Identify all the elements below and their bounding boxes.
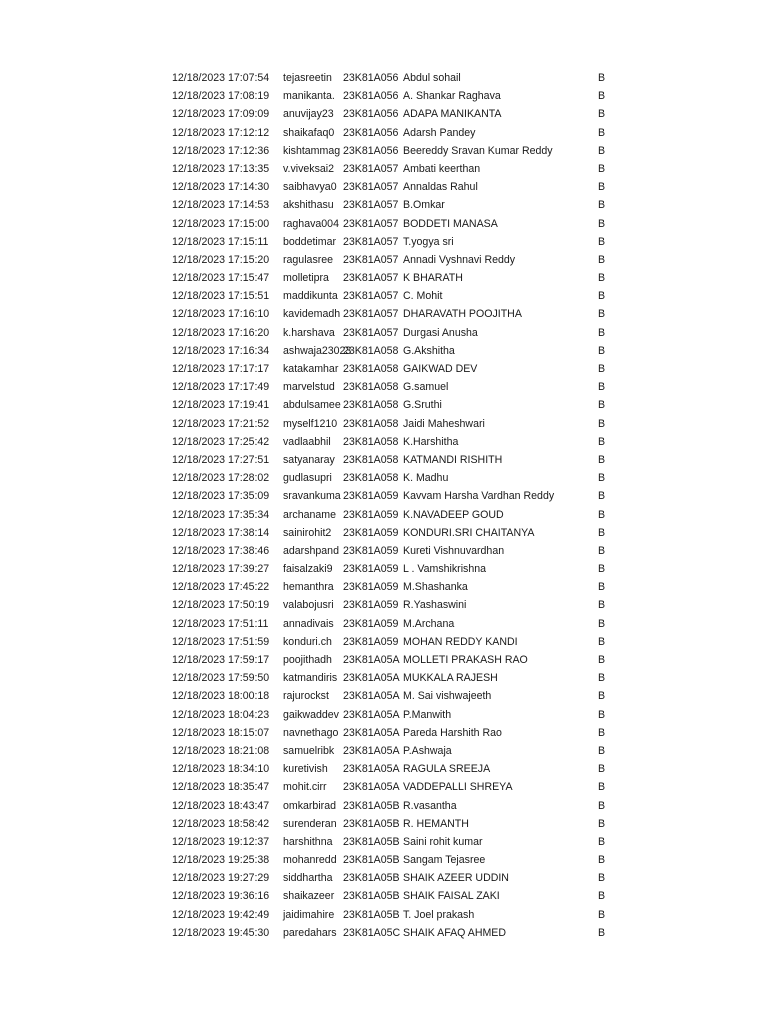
student-name-cell: MOHAN REDDY KANDI bbox=[403, 635, 518, 648]
username-cell: akshithasu bbox=[283, 199, 334, 212]
roll-number-cell: 23K81A059 bbox=[343, 581, 399, 594]
table-row bbox=[0, 142, 768, 160]
roll-number-cell: 23K81A05A bbox=[343, 690, 400, 703]
roll-number-cell: 23K81A05A bbox=[343, 654, 400, 666]
username-cell: vadlaabhil bbox=[283, 435, 331, 448]
table-row bbox=[0, 596, 768, 614]
username-cell: adarshpand bbox=[283, 544, 339, 557]
student-name-cell: MOLLETI PRAKASH RAO bbox=[403, 654, 528, 666]
timestamp-cell: 12/18/2023 17:51:59 bbox=[172, 635, 270, 648]
timestamp-cell: 12/18/2023 17:27:51 bbox=[172, 453, 270, 466]
student-name-cell: A. Shankar Raghava bbox=[403, 90, 501, 103]
student-name-cell: K BHARATH bbox=[403, 272, 463, 285]
table-row bbox=[0, 851, 768, 869]
username-cell: siddhartha bbox=[283, 872, 333, 885]
roll-number-cell: 23K81A05B bbox=[343, 854, 400, 867]
grade-cell: B bbox=[598, 890, 606, 903]
username-cell: satyanaray bbox=[283, 453, 335, 466]
student-name-cell: R.vasantha bbox=[403, 799, 457, 812]
roll-number-cell: 23K81A056 bbox=[343, 72, 399, 84]
student-name-cell: R.Yashaswini bbox=[403, 599, 467, 612]
student-name-cell: T. Joel prakash bbox=[403, 908, 475, 921]
table-row bbox=[0, 251, 768, 269]
grade-cell: B bbox=[598, 726, 606, 739]
username-cell: hemanthra bbox=[283, 581, 334, 594]
student-name-cell: Beereddy Sravan Kumar Reddy bbox=[403, 144, 553, 157]
student-name-cell: G.Akshitha bbox=[403, 344, 455, 357]
grade-cell: B bbox=[598, 253, 606, 266]
student-name-cell: P.Ashwaja bbox=[403, 744, 452, 757]
table-row bbox=[0, 906, 768, 924]
table-row bbox=[0, 160, 768, 178]
table-row bbox=[0, 760, 768, 778]
username-cell: manikanta. bbox=[283, 90, 335, 103]
timestamp-cell: 12/18/2023 17:07:54 bbox=[172, 72, 270, 84]
student-name-cell: SHAIK FAISAL ZAKI bbox=[403, 890, 500, 903]
timestamp-cell: 12/18/2023 17:15:47 bbox=[172, 272, 270, 285]
grade-cell: B bbox=[598, 308, 606, 321]
username-cell: maddikunta bbox=[283, 290, 338, 303]
grade-cell: B bbox=[598, 854, 606, 867]
username-cell: ragulasree bbox=[283, 253, 334, 266]
timestamp-cell: 12/18/2023 17:08:19 bbox=[172, 90, 270, 103]
grade-cell: B bbox=[598, 90, 606, 103]
table-row bbox=[0, 415, 768, 433]
grade-cell: B bbox=[598, 181, 606, 194]
timestamp-cell: 12/18/2023 18:43:47 bbox=[172, 799, 270, 812]
grade-cell: B bbox=[598, 744, 606, 757]
grade-cell: B bbox=[598, 654, 606, 666]
timestamp-cell: 12/18/2023 17:15:51 bbox=[172, 290, 270, 303]
table-row bbox=[0, 124, 768, 142]
roll-number-cell: 23K81A058 bbox=[343, 453, 399, 466]
username-cell: archaname bbox=[283, 508, 336, 521]
roll-number-cell: 23K81A057 bbox=[343, 217, 399, 230]
table-row bbox=[0, 87, 768, 105]
username-cell: abdulsamee bbox=[283, 399, 341, 412]
timestamp-cell: 12/18/2023 18:35:47 bbox=[172, 781, 270, 794]
username-cell: saibhavya0 bbox=[283, 181, 337, 194]
roll-number-cell: 23K81A059 bbox=[343, 490, 399, 503]
timestamp-cell: 12/18/2023 19:25:38 bbox=[172, 854, 270, 867]
timestamp-cell: 12/18/2023 17:35:09 bbox=[172, 490, 270, 503]
roll-number-cell: 23K81A05A bbox=[343, 763, 400, 776]
grade-cell: B bbox=[598, 399, 606, 412]
username-cell: shaikafaq0 bbox=[283, 126, 335, 139]
roll-number-cell: 23K81A056 bbox=[343, 144, 399, 157]
grade-cell: B bbox=[598, 708, 606, 721]
roll-number-cell: 23K81A058 bbox=[343, 399, 399, 412]
username-cell: navnethago bbox=[283, 726, 339, 739]
timestamp-cell: 12/18/2023 17:16:20 bbox=[172, 326, 270, 339]
username-cell: poojithadh bbox=[283, 654, 332, 666]
roll-number-cell: 23K81A057 bbox=[343, 308, 399, 321]
table-row bbox=[0, 833, 768, 851]
student-name-cell: C. Mohit bbox=[403, 290, 443, 303]
timestamp-cell: 12/18/2023 17:39:27 bbox=[172, 563, 270, 576]
student-name-cell: RAGULA SREEJA bbox=[403, 763, 491, 776]
student-name-cell: Kavvam Harsha Vardhan Reddy bbox=[403, 490, 555, 503]
table-row bbox=[0, 360, 768, 378]
username-cell: rajurockst bbox=[283, 690, 329, 703]
student-name-cell: R. HEMANTH bbox=[403, 817, 469, 830]
timestamp-cell: 12/18/2023 17:15:00 bbox=[172, 217, 270, 230]
student-name-cell: DHARAVATH POOJITHA bbox=[403, 308, 522, 321]
roll-number-cell: 23K81A059 bbox=[343, 526, 399, 539]
table-row bbox=[0, 396, 768, 414]
timestamp-cell: 12/18/2023 17:59:17 bbox=[172, 654, 270, 666]
table-row bbox=[0, 687, 768, 705]
table-row bbox=[0, 887, 768, 905]
student-name-cell: L . Vamshikrishna bbox=[403, 563, 487, 576]
student-name-cell: K.Harshitha bbox=[403, 435, 459, 448]
student-name-cell: Jaidi Maheshwari bbox=[403, 417, 485, 430]
student-name-cell: Kureti Vishnuvardhan bbox=[403, 544, 505, 557]
roll-number-cell: 23K81A059 bbox=[343, 544, 399, 557]
table-row bbox=[0, 324, 768, 342]
username-cell: katakamhar bbox=[283, 363, 339, 375]
grade-cell: B bbox=[598, 563, 606, 576]
grade-cell: B bbox=[598, 508, 606, 521]
username-cell: mohit.cirr bbox=[283, 781, 327, 794]
timestamp-cell: 12/18/2023 18:15:07 bbox=[172, 726, 270, 739]
student-name-cell: ADAPA MANIKANTA bbox=[403, 108, 502, 121]
roll-number-cell: 23K81A057 bbox=[343, 290, 399, 303]
table-row bbox=[0, 924, 768, 942]
timestamp-cell: 12/18/2023 17:12:36 bbox=[172, 144, 270, 157]
timestamp-cell: 12/18/2023 17:35:34 bbox=[172, 508, 270, 521]
table-row bbox=[0, 487, 768, 505]
grade-cell: B bbox=[598, 544, 606, 557]
roll-number-cell: 23K81A059 bbox=[343, 617, 399, 630]
roll-number-cell: 23K81A058 bbox=[343, 344, 399, 357]
table-row bbox=[0, 287, 768, 305]
timestamp-cell: 12/18/2023 17:38:46 bbox=[172, 544, 270, 557]
timestamp-cell: 12/18/2023 19:42:49 bbox=[172, 908, 270, 921]
roll-number-cell: 23K81A057 bbox=[343, 326, 399, 339]
roll-number-cell: 23K81A056 bbox=[343, 108, 399, 121]
username-cell: katmandiris bbox=[283, 672, 338, 685]
grade-cell: B bbox=[598, 872, 606, 885]
table-row bbox=[0, 797, 768, 815]
roll-number-cell: 23K81A058 bbox=[343, 363, 399, 375]
student-name-cell: Annaldas Rahul bbox=[403, 181, 478, 194]
timestamp-cell: 12/18/2023 17:50:19 bbox=[172, 599, 270, 612]
roll-number-cell: 23K81A057 bbox=[343, 235, 399, 248]
roll-number-cell: 23K81A058 bbox=[343, 472, 399, 485]
roll-number-cell: 23K81A057 bbox=[343, 253, 399, 266]
timestamp-cell: 12/18/2023 17:14:53 bbox=[172, 199, 270, 212]
student-name-cell: Annadi Vyshnavi Reddy bbox=[403, 253, 516, 266]
grade-cell: B bbox=[598, 799, 606, 812]
student-name-cell: MUKKALA RAJESH bbox=[403, 672, 498, 685]
table-row bbox=[0, 524, 768, 542]
student-name-cell: Ambati keerthan bbox=[403, 162, 481, 175]
grade-cell: B bbox=[598, 690, 606, 703]
student-name-cell: B.Omkar bbox=[403, 199, 445, 212]
roll-number-cell: 23K81A05A bbox=[343, 744, 400, 757]
roll-number-cell: 23K81A056 bbox=[343, 126, 399, 139]
username-cell: annadivais bbox=[283, 617, 334, 630]
roll-number-cell: 23K81A057 bbox=[343, 162, 399, 175]
roll-number-cell: 23K81A05C bbox=[343, 926, 401, 939]
student-name-cell: SHAIK AZEER UDDIN bbox=[403, 872, 509, 885]
grade-cell: B bbox=[598, 453, 606, 466]
timestamp-cell: 12/18/2023 18:04:23 bbox=[172, 708, 270, 721]
timestamp-cell: 12/18/2023 17:17:49 bbox=[172, 381, 270, 394]
table-row bbox=[0, 669, 768, 687]
roll-number-cell: 23K81A056 bbox=[343, 90, 399, 103]
roll-number-cell: 23K81A059 bbox=[343, 563, 399, 576]
table-row bbox=[0, 378, 768, 396]
table-row bbox=[0, 196, 768, 214]
timestamp-cell: 12/18/2023 17:51:11 bbox=[172, 617, 269, 630]
timestamp-cell: 12/18/2023 17:16:34 bbox=[172, 344, 270, 357]
grade-cell: B bbox=[598, 908, 606, 921]
username-cell: ashwaja23023 bbox=[283, 344, 352, 357]
student-name-cell: G.Sruthi bbox=[403, 399, 442, 412]
roll-number-cell: 23K81A059 bbox=[343, 508, 399, 521]
table-row bbox=[0, 305, 768, 323]
student-name-cell: T.yogya sri bbox=[403, 235, 454, 248]
table-row bbox=[0, 651, 768, 669]
roll-number-cell: 23K81A059 bbox=[343, 599, 399, 612]
username-cell: harshithna bbox=[283, 835, 333, 848]
grade-cell: B bbox=[598, 417, 606, 430]
timestamp-cell: 12/18/2023 17:14:30 bbox=[172, 181, 270, 194]
grade-cell: B bbox=[598, 108, 606, 121]
roll-number-cell: 23K81A057 bbox=[343, 199, 399, 212]
student-name-cell: KATMANDI RISHITH bbox=[403, 453, 503, 466]
username-cell: myself1210 bbox=[283, 417, 338, 430]
username-cell: jaidimahire bbox=[283, 908, 335, 921]
grade-cell: B bbox=[598, 781, 606, 794]
grade-cell: B bbox=[598, 490, 606, 503]
table-row bbox=[0, 269, 768, 287]
username-cell: boddetimar bbox=[283, 235, 336, 248]
timestamp-cell: 12/18/2023 19:27:29 bbox=[172, 872, 270, 885]
grade-cell: B bbox=[598, 162, 606, 175]
student-name-cell: M.Shashanka bbox=[403, 581, 468, 594]
username-cell: mohanredd bbox=[283, 854, 337, 867]
table-row bbox=[0, 778, 768, 796]
roll-number-cell: 23K81A05B bbox=[343, 817, 400, 830]
username-cell: molletipra bbox=[283, 272, 329, 285]
student-name-cell: Durgasi Anusha bbox=[403, 326, 478, 339]
student-name-cell: GAIKWAD DEV bbox=[403, 363, 478, 375]
table-row bbox=[0, 451, 768, 469]
student-name-cell: K. Madhu bbox=[403, 472, 449, 485]
table-row bbox=[0, 706, 768, 724]
timestamp-cell: 12/18/2023 19:36:16 bbox=[172, 890, 270, 903]
table-row bbox=[0, 815, 768, 833]
grade-cell: B bbox=[598, 144, 606, 157]
table-row bbox=[0, 233, 768, 251]
username-cell: anuvijay23 bbox=[283, 108, 334, 121]
grade-cell: B bbox=[598, 635, 606, 648]
student-name-cell: G.samuel bbox=[403, 381, 449, 394]
grade-cell: B bbox=[598, 217, 606, 230]
timestamp-cell: 12/18/2023 17:21:52 bbox=[172, 417, 270, 430]
username-cell: valabojusri bbox=[283, 599, 334, 612]
username-cell: surenderan bbox=[283, 817, 337, 830]
roll-number-cell: 23K81A05B bbox=[343, 890, 400, 903]
table-row bbox=[0, 578, 768, 596]
timestamp-cell: 12/18/2023 17:17:17 bbox=[172, 363, 270, 375]
student-name-cell: M. Sai vishwajeeth bbox=[403, 690, 492, 703]
grade-cell: B bbox=[598, 272, 606, 285]
roll-number-cell: 23K81A058 bbox=[343, 417, 399, 430]
grade-cell: B bbox=[598, 126, 606, 139]
student-name-cell: KONDURI.SRI CHAITANYA bbox=[403, 526, 535, 539]
roll-number-cell: 23K81A05B bbox=[343, 908, 400, 921]
roll-number-cell: 23K81A058 bbox=[343, 435, 399, 448]
table-row bbox=[0, 615, 768, 633]
timestamp-cell: 12/18/2023 17:28:02 bbox=[172, 472, 270, 485]
table-row bbox=[0, 560, 768, 578]
timestamp-cell: 12/18/2023 19:12:37 bbox=[172, 835, 270, 848]
username-cell: kuretivish bbox=[283, 763, 328, 776]
username-cell: sainirohit2 bbox=[283, 526, 332, 539]
username-cell: raghava004 bbox=[283, 217, 339, 230]
student-name-cell: SHAIK AFAQ AHMED bbox=[403, 926, 507, 939]
grade-cell: B bbox=[598, 672, 606, 685]
table-row bbox=[0, 869, 768, 887]
grade-cell: B bbox=[598, 526, 606, 539]
grade-cell: B bbox=[598, 617, 606, 630]
roll-number-cell: 23K81A05A bbox=[343, 708, 400, 721]
username-cell: gudlasupri bbox=[283, 472, 332, 485]
timestamp-cell: 12/18/2023 17:09:09 bbox=[172, 108, 270, 121]
roll-number-cell: 23K81A057 bbox=[343, 272, 399, 285]
grade-cell: B bbox=[598, 235, 606, 248]
grade-cell: B bbox=[598, 763, 606, 776]
student-name-cell: K.NAVADEEP GOUD bbox=[403, 508, 504, 521]
roll-number-cell: 23K81A05B bbox=[343, 835, 400, 848]
student-name-cell: Sangam Tejasree bbox=[403, 854, 486, 867]
username-cell: kavidemadh bbox=[283, 308, 341, 321]
roll-number-cell: 23K81A05B bbox=[343, 872, 400, 885]
grade-cell: B bbox=[598, 72, 606, 84]
grade-cell: B bbox=[598, 472, 606, 485]
student-name-cell: M.Archana bbox=[403, 617, 455, 630]
student-name-cell: Saini rohit kumar bbox=[403, 835, 483, 848]
grade-cell: B bbox=[598, 363, 606, 375]
username-cell: omkarbirad bbox=[283, 799, 336, 812]
timestamp-cell: 12/18/2023 17:45:22 bbox=[172, 581, 270, 594]
spreadsheet-rows bbox=[0, 69, 768, 942]
table-row bbox=[0, 506, 768, 524]
student-name-cell: BODDETI MANASA bbox=[403, 217, 498, 230]
grade-cell: B bbox=[598, 817, 606, 830]
roll-number-cell: 23K81A05A bbox=[343, 672, 400, 685]
table-row bbox=[0, 105, 768, 123]
roll-number-cell: 23K81A05A bbox=[343, 726, 400, 739]
grade-cell: B bbox=[598, 344, 606, 357]
timestamp-cell: 12/18/2023 18:58:42 bbox=[172, 817, 270, 830]
roll-number-cell: 23K81A05A bbox=[343, 781, 400, 794]
student-name-cell: Adarsh Pandey bbox=[403, 126, 476, 139]
grade-cell: B bbox=[598, 581, 606, 594]
timestamp-cell: 12/18/2023 17:13:35 bbox=[172, 162, 270, 175]
username-cell: k.harshava bbox=[283, 326, 335, 339]
username-cell: v.viveksai2 bbox=[283, 162, 335, 175]
timestamp-cell: 12/18/2023 17:15:20 bbox=[172, 253, 270, 266]
timestamp-cell: 12/18/2023 17:15:11 bbox=[172, 235, 269, 248]
username-cell: gaikwaddev bbox=[283, 708, 339, 721]
grade-cell: B bbox=[598, 199, 606, 212]
table-row bbox=[0, 69, 768, 87]
username-cell: kishtammag bbox=[283, 144, 341, 157]
table-row bbox=[0, 542, 768, 560]
table-row bbox=[0, 742, 768, 760]
username-cell: faisalzaki9 bbox=[283, 563, 333, 576]
grade-cell: B bbox=[598, 926, 606, 939]
student-name-cell: Abdul sohail bbox=[403, 72, 461, 84]
roll-number-cell: 23K81A058 bbox=[343, 381, 399, 394]
timestamp-cell: 12/18/2023 17:16:10 bbox=[172, 308, 270, 321]
table-row bbox=[0, 342, 768, 360]
table-row bbox=[0, 178, 768, 196]
grade-cell: B bbox=[598, 599, 606, 612]
grade-cell: B bbox=[598, 381, 606, 394]
timestamp-cell: 12/18/2023 17:25:42 bbox=[172, 435, 270, 448]
username-cell: shaikazeer bbox=[283, 890, 335, 903]
student-name-cell: VADDEPALLI SHREYA bbox=[403, 781, 513, 794]
timestamp-cell: 12/18/2023 17:38:14 bbox=[172, 526, 270, 539]
username-cell: paredahars bbox=[283, 926, 337, 939]
username-cell: sravankuma bbox=[283, 490, 341, 503]
table-row bbox=[0, 633, 768, 651]
roll-number-cell: 23K81A05B bbox=[343, 799, 400, 812]
timestamp-cell: 12/18/2023 17:19:41 bbox=[172, 399, 270, 412]
student-name-cell: Pareda Harshith Rao bbox=[403, 726, 502, 739]
username-cell: samuelribk bbox=[283, 744, 335, 757]
timestamp-cell: 12/18/2023 17:12:12 bbox=[172, 126, 270, 139]
grade-cell: B bbox=[598, 326, 606, 339]
grade-cell: B bbox=[598, 435, 606, 448]
timestamp-cell: 12/18/2023 19:45:30 bbox=[172, 926, 270, 939]
timestamp-cell: 12/18/2023 18:21:08 bbox=[172, 744, 270, 757]
grade-cell: B bbox=[598, 835, 606, 848]
username-cell: konduri.ch bbox=[283, 635, 332, 648]
table-row bbox=[0, 215, 768, 233]
roll-number-cell: 23K81A057 bbox=[343, 181, 399, 194]
username-cell: tejasreetin bbox=[283, 72, 332, 84]
student-name-cell: P.Manwith bbox=[403, 708, 452, 721]
timestamp-cell: 12/18/2023 17:59:50 bbox=[172, 672, 270, 685]
table-row bbox=[0, 724, 768, 742]
roll-number-cell: 23K81A059 bbox=[343, 635, 399, 648]
timestamp-cell: 12/18/2023 18:34:10 bbox=[172, 763, 270, 776]
timestamp-cell: 12/18/2023 18:00:18 bbox=[172, 690, 270, 703]
grade-cell: B bbox=[598, 290, 606, 303]
username-cell: marvelstud bbox=[283, 381, 335, 394]
table-row bbox=[0, 469, 768, 487]
table-row bbox=[0, 433, 768, 451]
